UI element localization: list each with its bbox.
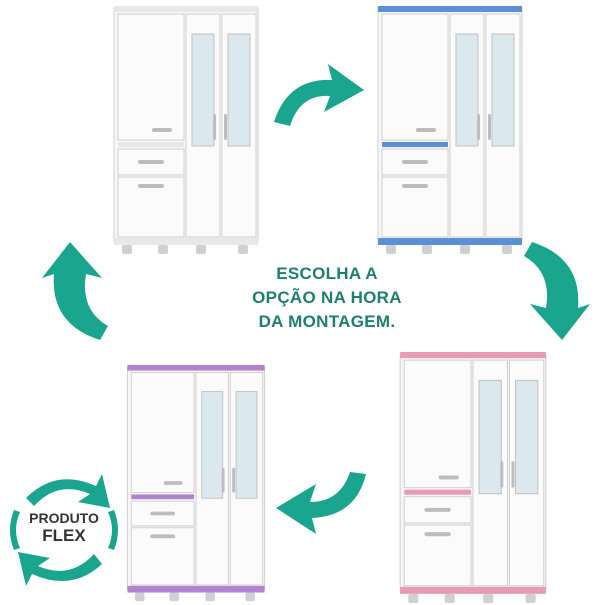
left-door: [382, 14, 448, 140]
foot-1: [408, 594, 418, 603]
arrow-right-icon: [518, 238, 592, 344]
wardrobe-white: [112, 4, 260, 256]
foot-2: [158, 245, 168, 254]
middle-mirror: [479, 380, 501, 493]
top-trim: [127, 365, 264, 371]
middle-door-handle: [222, 468, 225, 493]
headline: [232, 262, 422, 334]
drawer-2-handle: [424, 532, 450, 536]
middle-door-handle: [477, 114, 480, 140]
middle-door-handle: [500, 461, 503, 487]
drawer-2-handle: [402, 184, 428, 188]
headline-line-1: ESCOLHA A: [276, 264, 378, 283]
left-door-handle: [152, 128, 172, 132]
foot-3: [196, 245, 206, 254]
drawer-1-handle: [138, 160, 164, 164]
base-trim: [400, 587, 546, 594]
top-trim: [400, 352, 546, 358]
base-trim: [378, 238, 522, 245]
base-trim: [127, 586, 264, 593]
badge-line-1: PRODUTO: [29, 510, 99, 526]
right-door-handle: [232, 468, 235, 493]
drawer-1-handle: [424, 508, 450, 512]
right-door-handle: [488, 114, 491, 140]
foot-1: [386, 245, 396, 254]
foot-2: [445, 594, 455, 603]
left-door: [404, 360, 471, 488]
drawer-trim: [118, 142, 184, 147]
middle-mirror: [456, 34, 478, 146]
badge-text: [6, 510, 122, 546]
base-trim: [114, 238, 258, 245]
left-door-handle: [164, 481, 183, 485]
drawer-1-handle: [402, 160, 428, 164]
drawer-trim: [404, 490, 471, 495]
arrow-top-icon: [268, 56, 368, 130]
middle-mirror: [192, 34, 214, 146]
left-door-handle: [439, 475, 459, 479]
right-mirror: [228, 34, 250, 146]
foot-3: [460, 245, 470, 254]
foot-4: [502, 245, 512, 254]
left-door: [118, 14, 184, 140]
right-mirror: [516, 380, 538, 493]
foot-4: [526, 594, 536, 603]
right-door-handle: [511, 461, 514, 487]
foot-4: [238, 245, 248, 254]
headline-line-2: OPÇÃO NA HORA: [252, 288, 402, 307]
right-door-handle: [224, 114, 227, 140]
foot-1: [122, 245, 132, 254]
left-door: [131, 373, 194, 493]
right-mirror: [492, 34, 514, 146]
middle-door-handle: [213, 114, 216, 140]
produto-flex-badge: [6, 468, 122, 594]
badge-line-2: FLEX: [42, 526, 86, 545]
top-trim: [378, 6, 522, 12]
left-door-handle: [416, 128, 436, 132]
drawer-trim: [382, 142, 448, 147]
wardrobe-pink: [398, 350, 548, 605]
drawer-2-handle: [138, 184, 164, 188]
middle-mirror: [202, 392, 223, 499]
wardrobe-blue: [376, 4, 524, 256]
drawer-2-handle: [150, 534, 175, 538]
wardrobe-lilac: [125, 363, 267, 603]
foot-3: [483, 594, 493, 603]
arrow-left-icon: [40, 238, 114, 344]
drawer-1-handle: [150, 512, 175, 516]
right-mirror: [236, 392, 257, 499]
arrow-bottom-icon: [270, 468, 372, 540]
foot-2: [422, 245, 432, 254]
headline-line-3: DA MONTAGEM.: [258, 312, 396, 331]
drawer-trim: [131, 494, 194, 499]
top-trim: [114, 6, 258, 12]
